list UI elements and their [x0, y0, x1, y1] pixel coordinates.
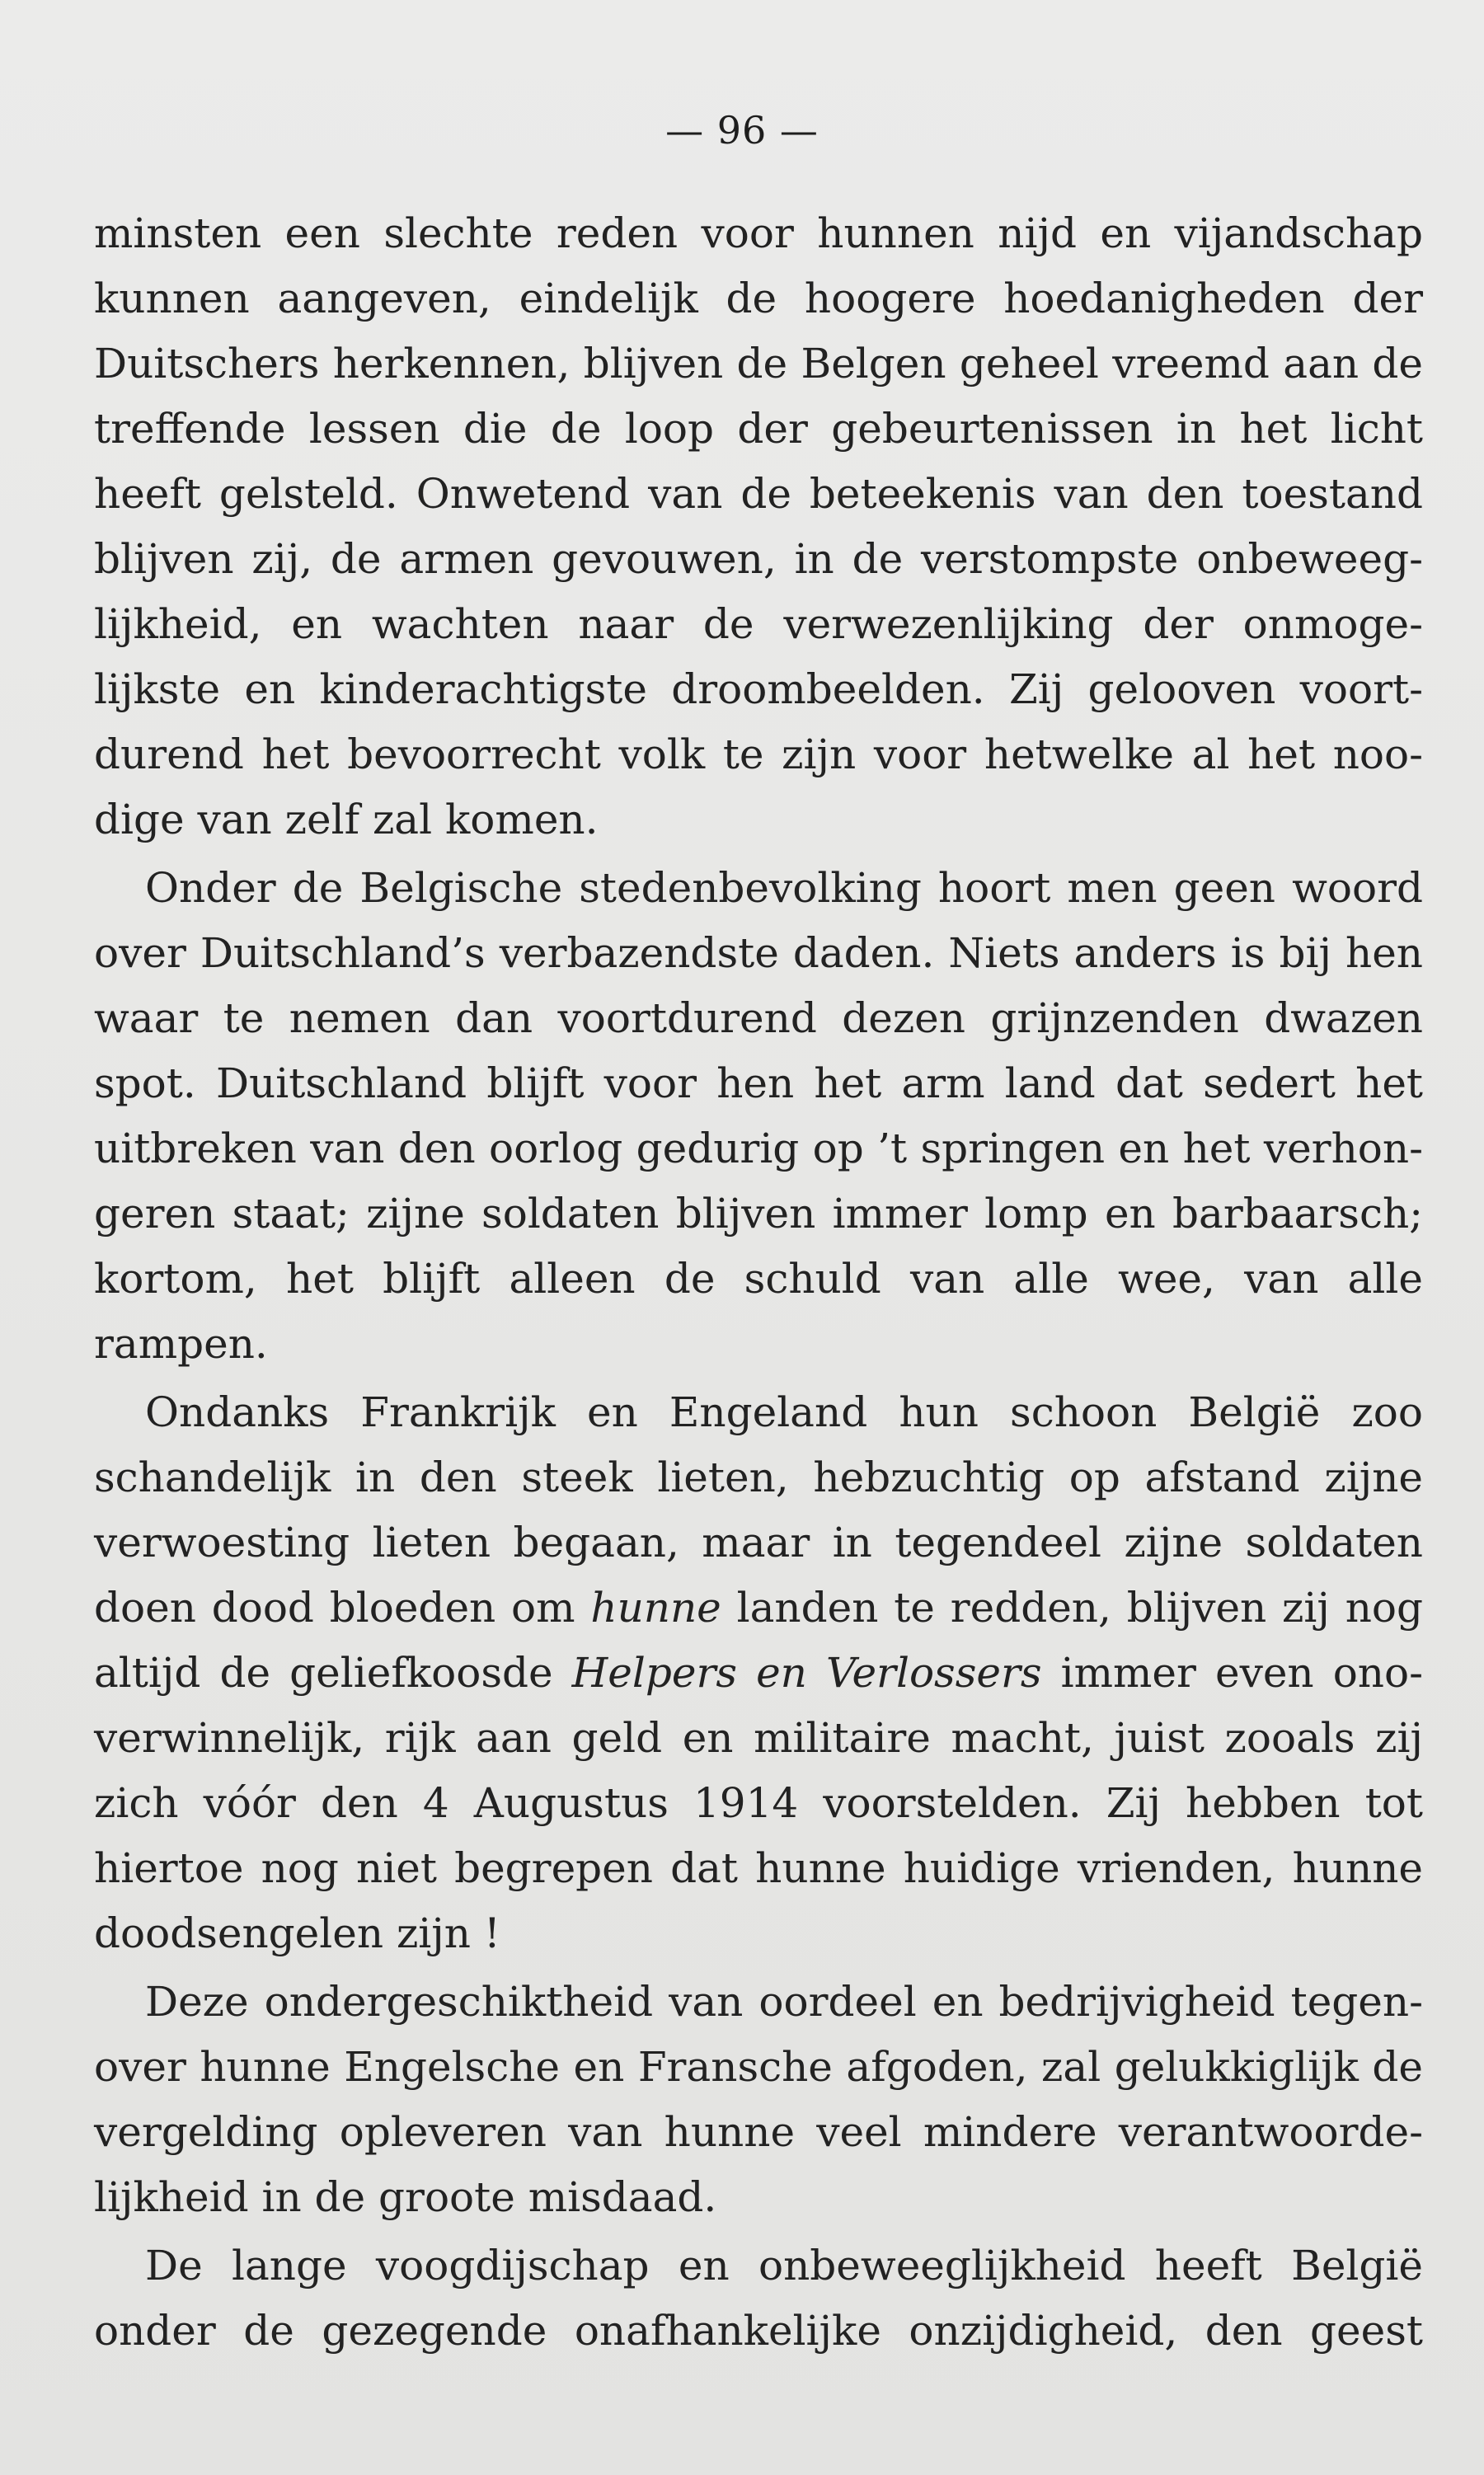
text-line: verwinnelijk, rijk aan geld en militaire macht, juist zooals zij [94, 1714, 1423, 1762]
text-line: Duitschers herkennen, blijven de Belgen geheel vreemd aan de [94, 340, 1423, 387]
page-number: — 96 — [665, 108, 819, 153]
text-line: over Duitschland’s verbazendste daden. Niets anders is bij hen [94, 929, 1423, 977]
text-line: schandelijk in den steek lieten, hebzuchtig op afstand zijne [94, 1454, 1423, 1501]
text-line: heeft gelsteld. Onwetend van de beteekenis van den toestand [94, 470, 1423, 518]
text-line: over hunne Engelsche en Fransche afgoden, zal gelukkiglijk de [94, 2043, 1423, 2091]
text-line: lijkste en kinderachtigste droombeelden. Zij gelooven voort- [94, 665, 1423, 713]
body-text [94, 201, 1423, 2364]
text-line: minsten een slechte reden voor hunnen nijd en vijandschap [94, 209, 1423, 257]
text-line: waar te nemen dan voortdurend dezen grijnzenden dwazen [94, 994, 1423, 1042]
paragraph-5 [94, 2233, 1423, 2364]
paragraph-3 [94, 1380, 1423, 1966]
text-line: lijkheid, en wachten naar de verwezenlijking der onmoge- [94, 600, 1423, 648]
text-line: Onder de Belgische stedenbevolking hoort men geen woord [145, 864, 1423, 912]
paragraph-1 [94, 201, 1423, 852]
text-line: hiertoe nog niet begrepen dat hunne huidige vrienden, hunne [94, 1844, 1423, 1892]
text-line: kunnen aangeven, eindelijk de hoogere hoedanigheden der [94, 275, 1423, 322]
text-line: doodsengelen zijn ! [94, 1909, 500, 1957]
text-line: Ondanks Frankrijk en Engeland hun schoon België zoo [145, 1388, 1423, 1436]
text-line: Deze ondergeschiktheid van oordeel en bedrijvigheid tegen- [145, 1978, 1423, 2026]
text-line: doen dood bloeden om hunne landen te redden, blijven zij nog [94, 1584, 1424, 1632]
text-line: blijven zij, de armen gevouwen, in de verstompste onbeweeg- [94, 535, 1423, 583]
text-line: spot. Duitschland blijft voor hen het arm land dat sedert het [94, 1059, 1423, 1107]
text-line: verwoesting lieten begaan, maar in tegendeel zijne soldaten [94, 1519, 1423, 1566]
text-line: De lange voogdijschap en onbeweeglijkheid heeft België [145, 2242, 1423, 2289]
text-line: onder de gezegende onafhankelijke onzijdigheid, den geest [94, 2307, 1423, 2355]
text-line: dige van zelf zal komen. [94, 796, 599, 843]
text-line: lijkheid in de groote misdaad. [94, 2173, 717, 2221]
paragraph-4 [94, 1970, 1423, 2230]
text-line: rampen. [94, 1320, 268, 1368]
text-line: vergelding opleveren van hunne veel mindere verantwoorde- [94, 2108, 1423, 2156]
text-line: kortom, het blijft alleen de schuld van alle wee, van alle [94, 1255, 1423, 1303]
text-line: treffende lessen die de loop der gebeurtenissen in het licht [94, 405, 1423, 453]
text-line: uitbreken van den oorlog gedurig op ’t springen en het verhon- [94, 1125, 1423, 1172]
text-line: altijd de geliefkoosde Helpers en Verlossers immer even ono- [94, 1649, 1423, 1697]
text-line: zich vóór den 4 Augustus 1914 voorstelden. Zij hebben tot [94, 1779, 1423, 1827]
text-line: geren staat; zijne soldaten blijven immer lomp en barbaarsch; [94, 1190, 1423, 1238]
text-line: durend het bevoorrecht volk te zijn voor hetwelke al het noo- [94, 730, 1423, 778]
paragraph-2 [94, 856, 1423, 1377]
